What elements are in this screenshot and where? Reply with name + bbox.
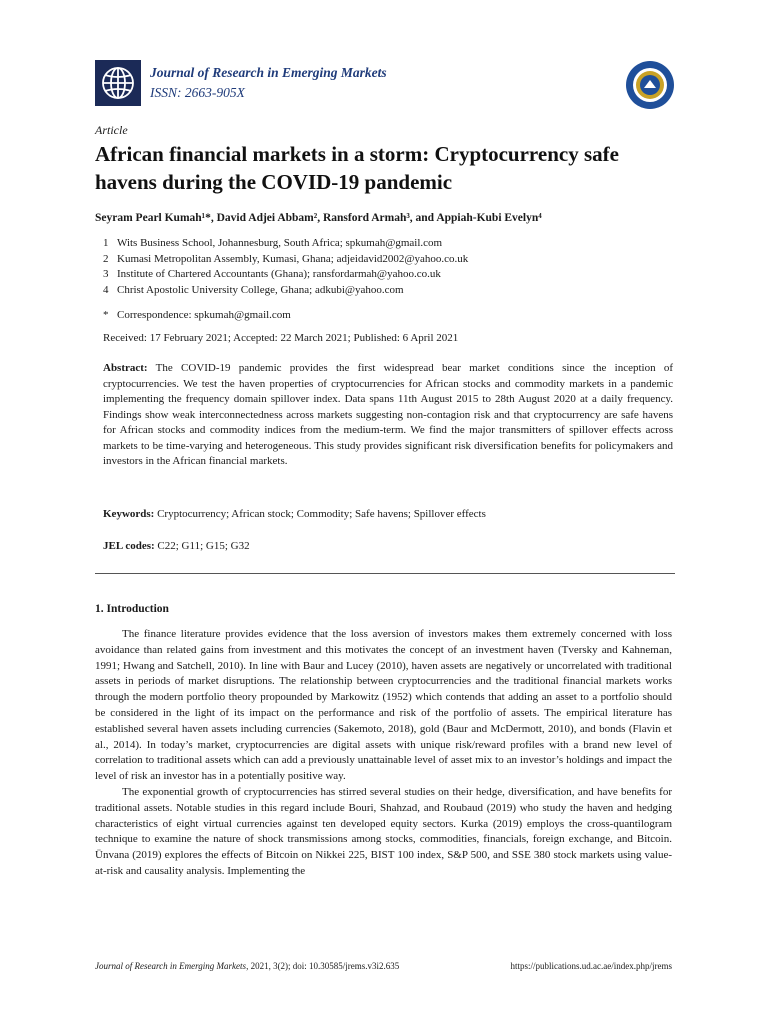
affiliation-text: Wits Business School, Johannesburg, South Africa; spkumah@gmail.com [117, 237, 443, 249]
body-text [95, 627, 672, 880]
jel-codes [103, 540, 673, 552]
affiliation-item [103, 283, 683, 299]
globe-grid-icon [95, 60, 141, 106]
jel-text: C22; G11; G15; G32 [157, 540, 250, 552]
journal-issn: ISSN: 2663-905X [150, 85, 245, 100]
section-divider [95, 573, 675, 574]
keywords [103, 508, 673, 520]
author-list: Seyram Pearl Kumah¹*, David Adjei Abbam², Ransford Armah³, and Appiah-Kubi Evelyn⁴ [95, 212, 542, 224]
footer-citation [95, 961, 399, 971]
footer-url[interactable]: https://publications.ud.ac.ae/index.php/jrems [510, 961, 672, 971]
affiliation-number: 1 [103, 237, 109, 249]
affiliation-item [103, 252, 683, 268]
article-type-label: Article [95, 123, 128, 137]
footer-citation-detail: , 2021, 3(2); doi: 10.30585/jrems.v3i2.635 [246, 961, 400, 971]
paper-title: African financial markets in a storm: Cryptocurrency safe havens during the COVID-19 pandemic [95, 142, 619, 194]
journal-title: Journal of Research in Emerging Markets [150, 65, 387, 80]
abstract-label: Abstract: [103, 362, 148, 374]
affiliation-text: Kumasi Metropolitan Assembly, Kumasi, Ghana; adjeidavid2002@yahoo.co.uk [117, 252, 469, 265]
affiliation-text: Christ Apostolic University College, Ghana; adkubi@yahoo.com [117, 283, 404, 296]
university-seal-icon [625, 60, 675, 110]
abstract-text: The COVID-19 pandemic provides the first widespread bear market conditions since the inception of cryptocurrencies. We test the haven properties of cryptocurrencies for African stocks and commodity markets in a pandemic implementing the frequency domain spillover index. Data spans 11th August 2015 to 28th August 2020 at a daily frequency. Findings show weak interconnectedness across markets suggesting non-contagion risk and that cryptocurrency are safe havens for African stocks and commodity indices from the medium-term. We find the major transmitters of spillover effects across markets to be time-varying and heterogeneous. This study provides significant risk diversification benefits for policymakers and investors in the African financial markets. [103, 362, 673, 467]
affiliation-number: 2 [103, 252, 109, 265]
affiliation-item [103, 267, 683, 283]
correspondence-text: Correspondence: spkumah@gmail.com [117, 309, 291, 321]
footer-journal-name: Journal of Research in Emerging Markets [95, 961, 247, 971]
affiliation-number: 3 [103, 268, 109, 280]
publication-dates: Received: 17 February 2021; Accepted: 22 March 2021; Published: 6 April 2021 [103, 332, 459, 344]
journal-header [95, 60, 675, 110]
affiliation-text: Institute of Chartered Accountants (Ghana); ransfordarmah@yahoo.co.uk [117, 268, 441, 280]
affiliation-list [103, 236, 683, 298]
body-paragraph: The finance literature provides evidence that the loss aversion of investors makes them extremely concerned with loss avoidance than related gains from investment and this motivates the concept of an investment haven (Tversky and Kahneman, 1991; Hwang and Satchell, 2010). In line with Baur and Lucey (2010), haven assets are negatively or uncorrelated with traditional assets in periods of market disruptions. The relationship between cryptocurrencies and the traditional financial markets works through the modern portfolio theory propounded by Markowitz (1952) which contends that adding an asset to a portfolio should be considered in the light of its impact on the performance and risk of the portfolio of assets. The empirical literature has established several haven assets including currencies (Sakemoto, 2018), gold (Baur and McDermott, 2010), and bonds (Flavin et al., 2014). In today’s market, cryptocurrencies are digital assets with unique risk/reward profiles with a brand new level of correlation to traditional assets which can add a previously unattainable level of asset mix to an investor’s holdings and impact the level of risk an investor has in a potentially positive way. [95, 628, 672, 783]
page-footer [95, 961, 672, 971]
keywords-label: Keywords: [103, 508, 155, 520]
correspondence [103, 309, 291, 321]
correspondence-marker: * [103, 309, 109, 321]
affiliation-item [103, 236, 683, 252]
body-paragraph: The exponential growth of cryptocurrencies has stirred several studies on their hedge, diversification, and have benefits for traditional assets. Notable studies in this regard include Bouri, Shahzad, and Roubaud (2019) who study the haven and hedging characteristics of eight virtual currencies against ten developed equity sectors. Kurka (2019) employs the cross-quantilogram technique to examine the nature of shock transmissions among stocks, commodities, financials, foreign exchange, and Bitcoin. Ünvana (2019) explores the effects of Bitcoin on Nikkei 225, BIST 100 index, S&P 500, and SSE 380 stock markets using value-at-risk and causality analysis. Implementing the [95, 785, 672, 877]
affiliation-number: 4 [103, 283, 109, 296]
abstract [103, 361, 673, 470]
keywords-text: Cryptocurrency; African stock; Commodity; Safe havens; Spillover effects [157, 508, 486, 520]
jel-label: JEL codes: [103, 540, 155, 552]
section-heading: 1. Introduction [95, 603, 169, 615]
